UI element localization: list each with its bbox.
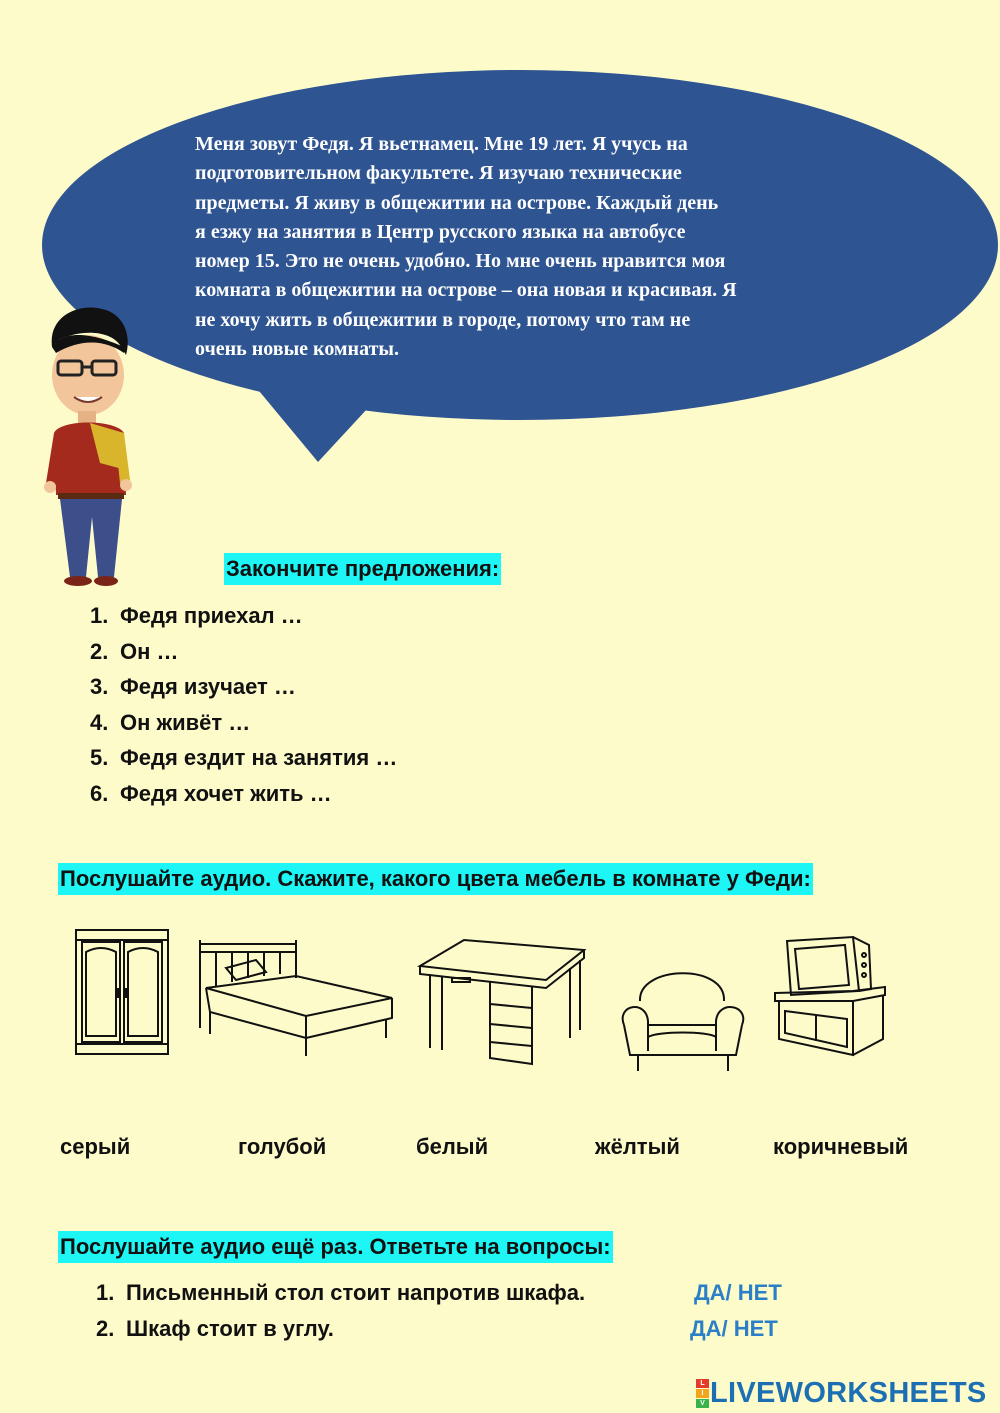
bubble-line: подготовительном факультете. Я изучаю технические: [195, 162, 682, 185]
color-brown: коричневый: [773, 1134, 909, 1159]
sentence-list: [90, 603, 397, 816]
bubble-line: Меня зовут Федя. Я вьетнамец. Мне 19 лет. Я учусь на: [195, 133, 688, 155]
bubble-line: очень новые комнаты.: [195, 338, 400, 361]
question-list: [96, 1280, 585, 1352]
list-item: 2. Шкаф стоит в углу.: [96, 1316, 334, 1341]
bubble-text: [195, 130, 845, 364]
wardrobe-icon: [72, 928, 172, 1058]
listen-again-heading: Послушайте аудио ещё раз. Ответьте на вопросы:: [58, 1231, 613, 1263]
logo-mark-icon: L I V: [696, 1379, 709, 1409]
color-gray: серый: [60, 1134, 131, 1159]
logo-text: LIVEWORKSHEETS: [710, 1377, 987, 1409]
list-item: 2. Он …: [90, 638, 179, 664]
bed-icon: [196, 938, 396, 1058]
list-item: 1. Письменный стол стоит напротив шкафа.: [96, 1280, 586, 1305]
bubble-line: комната в общежитии на острове – она новая и красивая. Я: [195, 279, 737, 302]
list-item: 6. Федя хочет жить …: [90, 780, 332, 806]
tv-stand-icon: [773, 935, 889, 1061]
listen-audio-heading: Послушайте аудио. Скажите, какого цвета мебель в комнате у Феди:: [58, 863, 813, 895]
color-yellow: жёлтый: [595, 1134, 680, 1159]
liveworksheets-logo: [696, 1377, 987, 1410]
answer-choice-2[interactable]: ДА/ НЕТ: [690, 1316, 778, 1341]
answer-choice-1[interactable]: ДА/ НЕТ: [694, 1280, 782, 1305]
bubble-line: я езжу на занятия в Центр русского языка на автобусе: [195, 220, 686, 243]
list-item: 1. Федя приехал …: [90, 603, 303, 628]
list-item: 4. Он живёт …: [90, 709, 251, 735]
bubble-line: не хочу жить в общежитии в городе, потому что там не: [195, 308, 691, 331]
desk-icon: [416, 938, 588, 1068]
color-light-blue: голубой: [238, 1134, 327, 1159]
complete-sentences-heading: Закончите предложения:: [224, 553, 501, 585]
bubble-line: предметы. Я живу в общежитии на острове. Каждый день: [195, 191, 719, 214]
bubble-line: номер 15. Это не очень удобно. Но мне очень нравится моя: [195, 250, 726, 273]
list-item: 5. Федя ездит на занятия …: [90, 745, 398, 770]
color-white: белый: [416, 1134, 489, 1159]
list-item: 3. Федя изучает …: [90, 674, 296, 699]
student-illustration: [40, 295, 140, 590]
armchair-icon: [618, 955, 748, 1075]
